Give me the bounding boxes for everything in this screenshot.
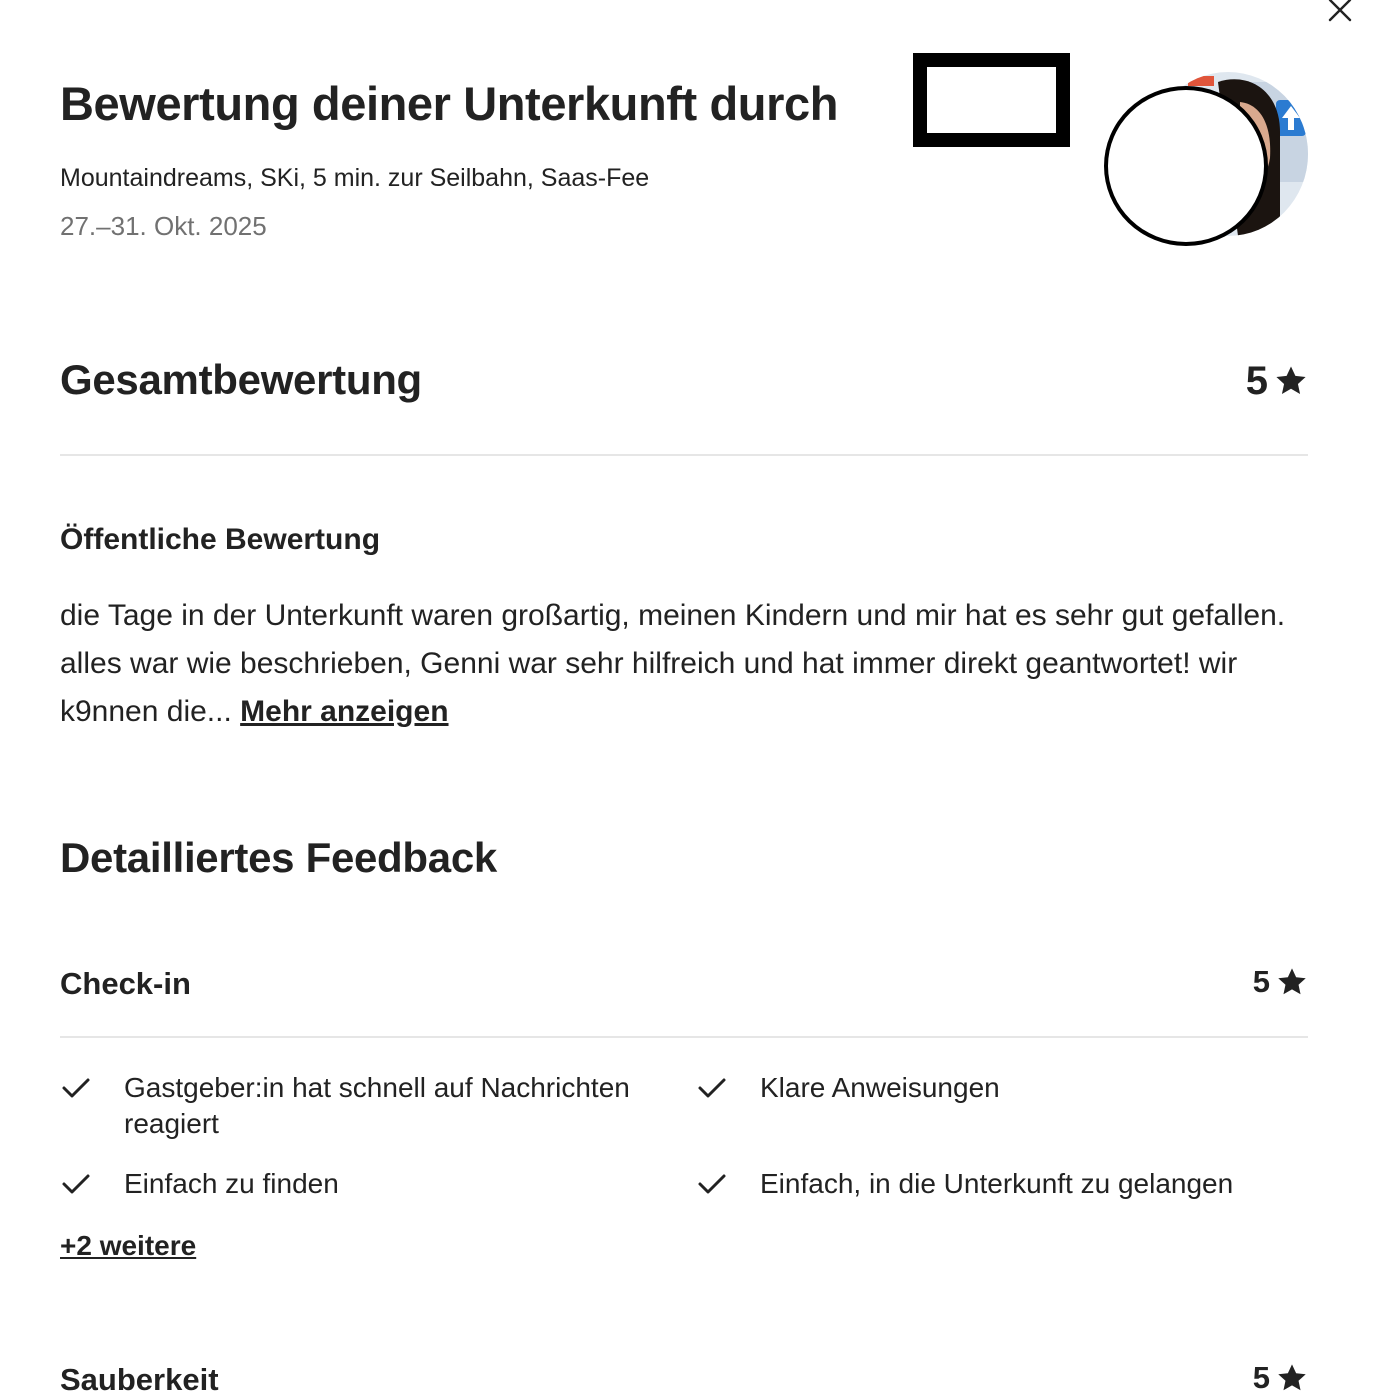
checkmark-icon [696,1070,760,1109]
close-button[interactable] [1322,0,1358,28]
close-icon [1328,0,1352,22]
feedback-item-label: Gastgeber:in hat schnell auf Nachrichten reagiert [124,1072,630,1139]
category-label-check-in: Check-in [60,966,191,1001]
checkmark-icon [60,1166,124,1205]
avatar-redaction [1104,86,1268,246]
feedback-item-label: Einfach, in die Unterkunft zu gelangen [760,1168,1234,1199]
show-more-items-link[interactable]: +2 weitere [60,1230,197,1261]
feedback-item-label: Klare Anweisungen [760,1072,1000,1103]
checkmark-icon [696,1166,760,1205]
detailed-feedback-heading: Detailliertes Feedback [60,834,497,881]
category-rating-check-in [1253,962,1308,1002]
category-rating-cleanliness [1253,1358,1308,1398]
overall-rating [1246,356,1308,406]
divider [60,454,1308,456]
show-more-link[interactable]: Mehr anzeigen [240,695,449,728]
category-rating-value: 5 [1252,1360,1270,1395]
feedback-item-label: Einfach zu finden [124,1168,339,1199]
feedback-item [696,1166,1308,1205]
review-body: die Tage in der Unterkunft waren großartig, meinen Kindern und mir hat es sehr gut gefallen. alles war wie beschrieben, Genni war sehr hilfreich und hat immer direkt geantwortet! wir k9nnen die... [60,599,1286,728]
page-title: Bewertung deiner Unterkunft durch [60,77,839,130]
public-review-heading: Öffentliche Bewertung [60,523,381,556]
category-label-cleanliness: Sauberkeit [60,1362,219,1397]
divider [60,1036,1308,1038]
listing-name: Mountaindreams, SKi, 5 min. zur Seilbahn, Saas-Fee [60,164,650,192]
checkmark-icon [60,1070,124,1109]
feedback-item [60,1070,670,1142]
overall-rating-label: Gesamtbewertung [60,356,422,403]
overall-rating-value: 5 [1245,359,1268,403]
category-rating-value: 5 [1252,964,1270,999]
star-icon [1274,364,1308,398]
feedback-item [696,1070,1308,1109]
star-icon [1276,1362,1308,1394]
feedback-item [60,1166,670,1205]
stay-dates: 27.–31. Okt. 2025 [60,211,267,241]
public-review-text [60,592,1310,736]
redacted-name [913,53,1070,147]
star-icon [1276,966,1308,998]
